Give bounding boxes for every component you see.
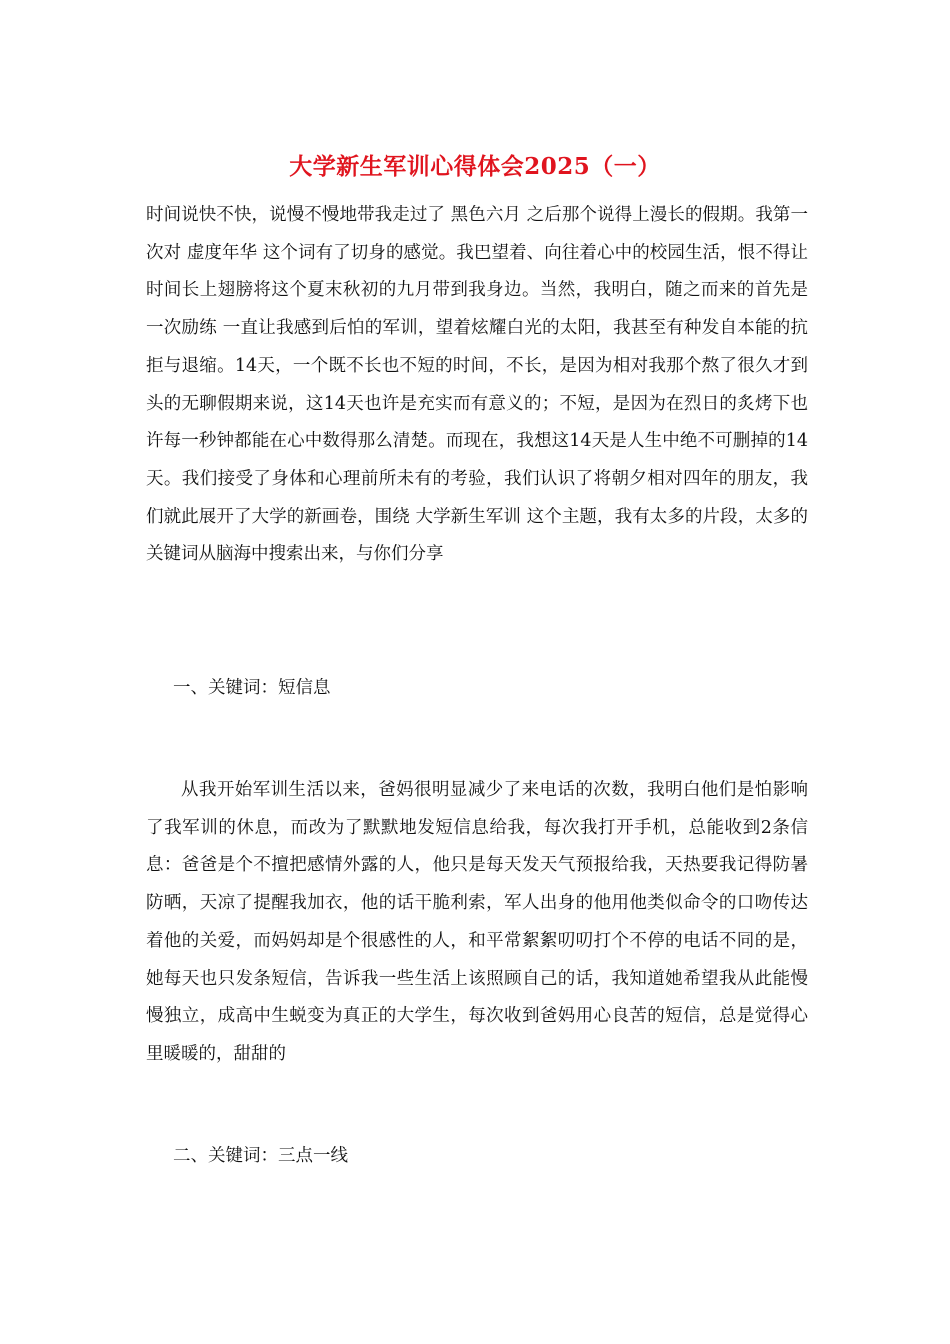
section-body-sms: 从我开始军训生活以来，爸妈很明显减少了来电话的次数，我明白他们是怕影响了我军训的休息，而改为了默默地发短信息给我，每次我打开手机，总能收到2条信息：爸爸是个不擅把感情外露的人，他只是每天发天气预报给我，天热要我记得防暑防晒，天凉了提醒我加衣，他的话干脆利索，军人出身的他用他类似命令的口吻传达着他的关爱，而妈妈却是个很感性的人，和平常絮絮叨叨打个不停的电话不同的是，她每天也只发条短信，告诉我一些生活上该照顾自己的话，我知道她希望我从此能慢慢独立，成高中生蜕变为真正的大学生，每次收到爸妈用心良苦的短信，总是觉得心里暖暖的，甜甜的 <box>146 780 808 1064</box>
document-title: 大学新生军训心得体会2025（一） <box>289 153 661 180</box>
section-heading-sms: 一、关键词：短信息 <box>173 678 331 698</box>
section-heading-routine: 二、关键词：三点一线 <box>173 1146 348 1166</box>
intro-paragraph: 时间说快不快，说慢不慢地带我走过了 黑色六月 之后那个说得上漫长的假期。我第一次对 虚度年华 这个词有了切身的感觉。我巴望着、向往着心中的校园生活，恨不得让时间长上翅膀将这个夏末秋初的九月带到我身边。当然，我明白，随之而来的首先是一次励练 一直让我感到后怕的军训，望着炫耀白光的太阳，我甚至有种发自本能的抗拒与退缩。14天，一个既不长也不短的时间，不长，是因为相对我那个熬了很久才到头的无聊假期来说，这14天也许是充实而有意义的；不短，是因为在烈日的炙烤下也许每一秒钟都能在心中数得那么清楚。而现在，我想这14天是人生中绝不可删掉的14天。我们接受了身体和心理前所未有的考验，我们认识了将朝夕相对四年的朋友，我们就此展开了大学的新画卷，围绕 大学新生军训 这个主题，我有太多的片段，太多的关键词从脑海中搜索出来，与你们分享 <box>146 205 808 565</box>
